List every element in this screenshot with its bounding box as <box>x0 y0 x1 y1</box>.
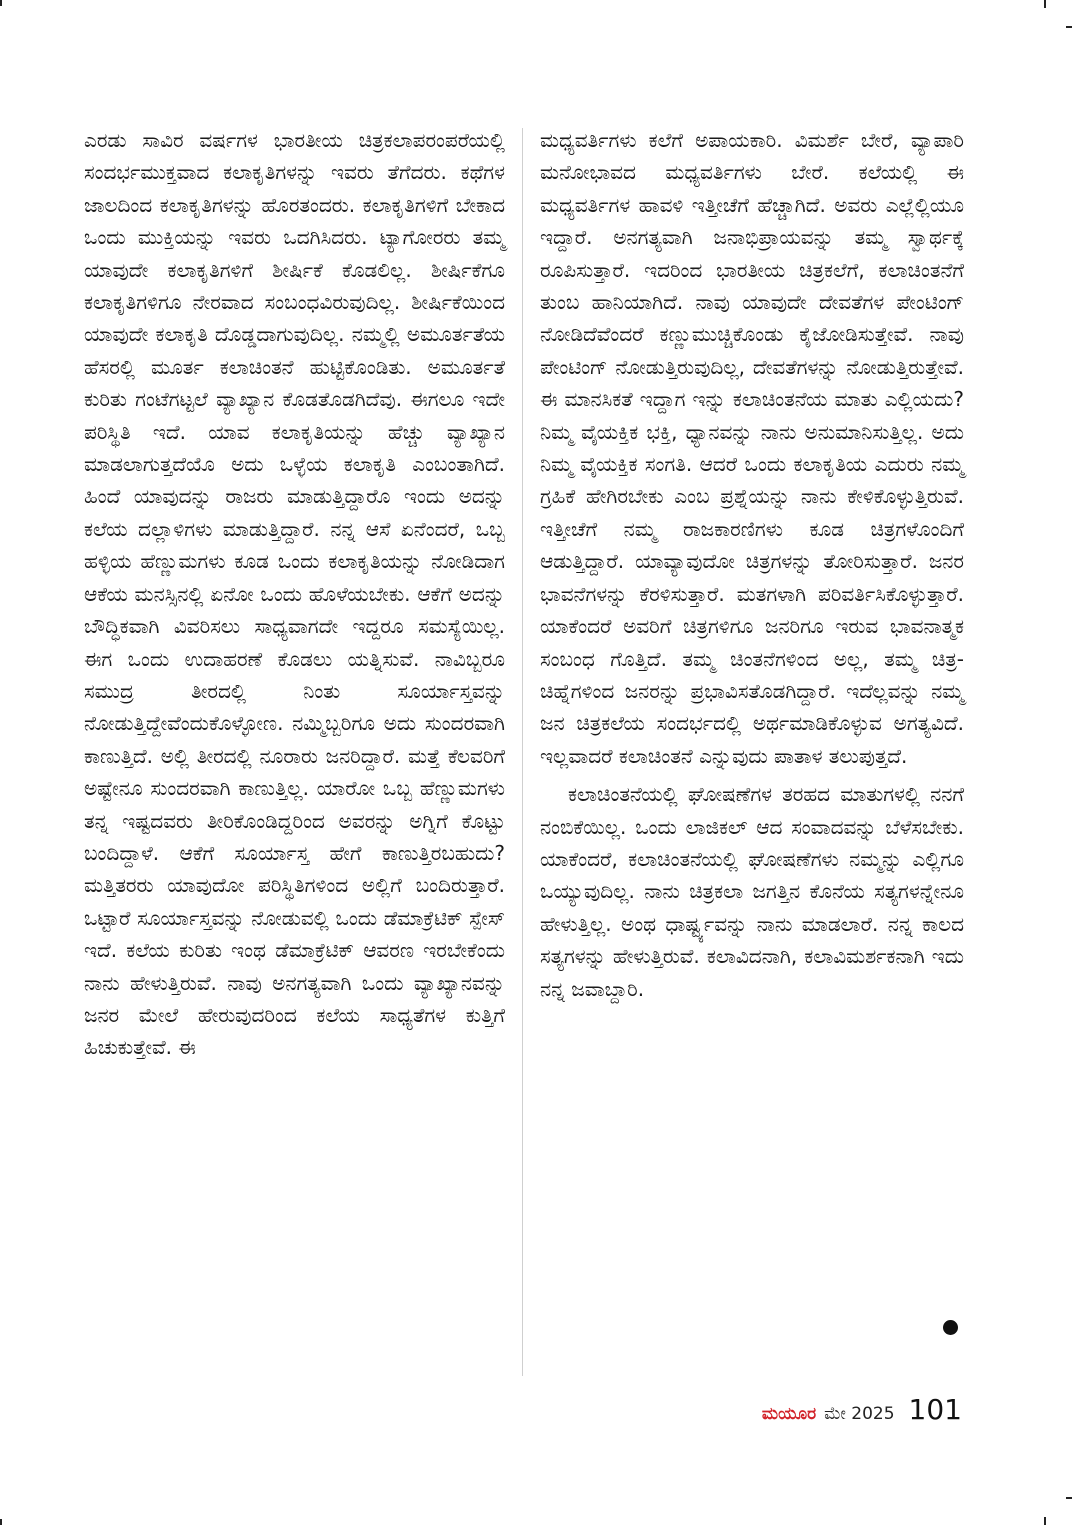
article-column-right <box>540 124 964 1005</box>
magazine-logo: ಮಯೂರ <box>761 1404 817 1424</box>
article-column-left <box>84 124 505 1064</box>
crop-mark-bottom-right <box>1044 1517 1046 1525</box>
body-paragraph: ಎರಡು ಸಾವಿರ ವರ್ಷಗಳ ಭಾರತೀಯ ಚಿತ್ರಕಲಾಪರಂಪರೆಯಲ್ಲಿ ಸಂದರ್ಭಮುಕ್ತವಾದ ಕಲಾಕೃತಿಗಳನ್ನು ಇವರು ತೆಗೆದರು. ಕಥೆಗಳ ಜಾಲದಿಂದ ಕಲಾಕೃತಿಗಳನ್ನು ಹೊರತಂದರು. ಕಲಾಕೃತಿಗಳಿಗೆ ಬೇಕಾದ ಒಂದು ಮುಕ್ತಿಯನ್ನು ಇವರು ಒದಗಿಸಿದರು. ಟ್ಯಾಗೋರರು ತಮ್ಮ ಯಾವುದೇ ಕಲಾಕೃತಿಗಳಿಗೆ ಶೀರ್ಷಿಕೆ ಕೊಡಲಿಲ್ಲ. ಶೀರ್ಷಿಕೆಗೂ ಕಲಾಕೃತಿಗಳಿಗೂ ನೇರವಾದ ಸಂಬಂಧವಿರುವುದಿಲ್ಲ. ಶೀರ್ಷಿಕೆಯಿಂದ ಯಾವುದೇ ಕಲಾಕೃತಿ ದೊಡ್ಡದಾಗುವುದಿಲ್ಲ. ನಮ್ಮಲ್ಲಿ ಅಮೂರ್ತತೆಯ ಹೆಸರಲ್ಲಿ ಮೂರ್ತ ಕಲಾಚಿಂತನೆ ಹುಟ್ಟಿಕೊಂಡಿತು. ಅಮೂರ್ತತೆ ಕುರಿತು ಗಂಟೆಗಟ್ಟಲೆ ವ್ಯಾಖ್ಯಾನ ಕೊಡತೊಡಗಿದೆವು. ಈಗಲೂ ಇದೇ ಪರಿಸ್ಥಿತಿ ಇದೆ. ಯಾವ ಕಲಾಕೃತಿಯನ್ನು ಹೆಚ್ಚು ವ್ಯಾಖ್ಯಾನ ಮಾಡಲಾಗುತ್ತದೆಯೊ ಅದು ಒಳ್ಳೆಯ ಕಲಾಕೃತಿ ಎಂಬಂತಾಗಿದೆ. ಹಿಂದೆ ಯಾವುದನ್ನು ರಾಜರು ಮಾಡುತ್ತಿದ್ದಾರೊ ಇಂದು ಅದನ್ನು ಕಲೆಯ ದಲ್ಲಾಳಿಗಳು ಮಾಡುತ್ತಿದ್ದಾರೆ. ನನ್ನ ಆಸೆ ಏನೆಂದರೆ, ಒಬ್ಬ ಹಳ್ಳಿಯ ಹೆಣ್ಣುಮಗಳು ಕೂಡ ಒಂದು ಕಲಾಕೃತಿಯನ್ನು ನೋಡಿದಾಗ ಆಕೆಯ ಮನಸ್ಸಿನಲ್ಲಿ ಏನೋ ಒಂದು ಹೊಳೆಯಬೇಕು. ಆಕೆಗೆ ಅದನ್ನು ಬೌದ್ಧಿಕವಾಗಿ ವಿವರಿಸಲು ಸಾಧ್ಯವಾಗದೇ ಇದ್ದರೂ ಸಮಸ್ಯೆಯಿಲ್ಲ. ಈಗ ಒಂದು ಉದಾಹರಣೆ ಕೊಡಲು ಯತ್ನಿಸುವೆ. ನಾವಿಬ್ಬರೂ ಸಮುದ್ರ ತೀರದಲ್ಲಿ ನಿಂತು ಸೂರ್ಯಾಸ್ತವನ್ನು ನೋಡುತ್ತಿದ್ದೇವೆಂದುಕೊಳ್ಳೋಣ. ನಮ್ಮಿಬ್ಬರಿಗೂ ಅದು ಸುಂದರವಾಗಿ ಕಾಣುತ್ತಿದೆ. ಅಲ್ಲಿ ತೀರದಲ್ಲಿ ನೂರಾರು ಜನರಿದ್ದಾರೆ. ಮತ್ತೆ ಕೆಲವರಿಗೆ ಅಷ್ಟೇನೂ ಸುಂದರವಾಗಿ ಕಾಣುತ್ತಿಲ್ಲ. ಯಾರೋ ಒಬ್ಬ ಹೆಣ್ಣುಮಗಳು ತನ್ನ ಇಷ್ಟದವರು ತೀರಿಕೊಂಡಿದ್ದರಿಂದ ಅವರನ್ನು ಅಗ್ನಿಗೆ ಕೊಟ್ಟು ಬಂದಿದ್ದಾಳೆ. ಆಕೆಗೆ ಸೂರ್ಯಾಸ್ತ ಹೇಗೆ ಕಾಣುತ್ತಿರಬಹುದು? ಮತ್ತಿತರರು ಯಾವುದೋ ಪರಿಸ್ಥಿತಿಗಳಿಂದ ಅಲ್ಲಿಗೆ ಬಂದಿರುತ್ತಾರೆ. ಒಟ್ಟಾರೆ ಸೂರ್ಯಾಸ್ತವನ್ನು ನೋಡುವಲ್ಲಿ ಒಂದು ಡೆಮಾಕ್ರೆಟಿಕ್ ಸ್ಪೇಸ್ ಇದೆ. ಕಲೆಯ ಕುರಿತು ಇಂಥ ಡೆಮಾಕ್ರೆಟಿಕ್ ಆವರಣ ಇರಬೇಕೆಂದು ನಾನು ಹೇಳುತ್ತಿರುವೆ. ನಾವು ಅನಗತ್ಯವಾಗಿ ಒಂದು ವ್ಯಾಖ್ಯಾನವನ್ನು ಜನರ ಮೇಲೆ ಹೇರುವುದರಿಂದ ಕಲೆಯ ಸಾಧ್ಯತೆಗಳ ಕುತ್ತಿಗೆ ಹಿಚುಕುತ್ತೇವೆ. ಈ <box>84 128 505 1060</box>
page-footer <box>762 1393 962 1426</box>
body-paragraph: ಕಲಾಚಿಂತನೆಯಲ್ಲಿ ಘೋಷಣೆಗಳ ತರಹದ ಮಾತುಗಳಲ್ಲಿ ನನಗೆ ನಂಬಿಕೆಯಿಲ್ಲ. ಒಂದು ಲಾಜಿಕಲ್ ಆದ ಸಂವಾದವನ್ನು ಬೆಳೆಸಬೇಕು. ಯಾಕೆಂದರೆ, ಕಲಾಚಿಂತನೆಯಲ್ಲಿ ಘೋಷಣೆಗಳು ನಮ್ಮನ್ನು ಎಲ್ಲಿಗೂ ಒಯ್ಯುವುದಿಲ್ಲ. ನಾನು ಚಿತ್ರಕಲಾ ಜಗತ್ತಿನ ಕೊನೆಯ ಸತ್ಯಗಳನ್ನೇನೂ ಹೇಳುತ್ತಿಲ್ಲ. ಅಂಥ ಧಾರ್ಷ್ಟ್ಯವನ್ನು ನಾನು ಮಾಡಲಾರೆ. ನನ್ನ ಕಾಲದ ಸತ್ಯಗಳನ್ನು ಹೇಳುತ್ತಿರುವೆ. ಕಲಾವಿದನಾಗಿ, ಕಲಾವಿಮರ್ಶಕನಾಗಿ ಇದು ನನ್ನ ಜವಾಬ್ದಾರಿ. <box>540 782 964 1001</box>
crop-mark-top-right <box>1044 0 1046 8</box>
crop-mark-right-lower <box>1066 1497 1072 1499</box>
body-paragraph: ಮಧ್ಯವರ್ತಿಗಳು ಕಲೆಗೆ ಅಪಾಯಕಾರಿ. ವಿಮರ್ಶೆ ಬೇರೆ, ವ್ಯಾಪಾರಿ ಮನೋಭಾವದ ಮಧ್ಯವರ್ತಿಗಳು ಬೇರೆ. ಕಲೆಯಲ್ಲಿ ಈ ಮಧ್ಯವರ್ತಿಗಳ ಹಾವಳಿ ಇತ್ತೀಚೆಗೆ ಹೆಚ್ಚಾಗಿದೆ. ಅವರು ಎಲ್ಲೆಲ್ಲಿಯೂ ಇದ್ದಾರೆ. ಅನಗತ್ಯವಾಗಿ ಜನಾಭಿಪ್ರಾಯವನ್ನು ತಮ್ಮ ಸ್ವಾರ್ಥಕ್ಕೆ ರೂಪಿಸುತ್ತಾರೆ. ಇದರಿಂದ ಭಾರತೀಯ ಚಿತ್ರಕಲೆಗೆ, ಕಲಾಚಿಂತನೆಗೆ ತುಂಬ ಹಾನಿಯಾಗಿದೆ. ನಾವು ಯಾವುದೇ ದೇವತೆಗಳ ಪೇಂಟಿಂಗ್ ನೋಡಿದೆವೆಂದರೆ ಕಣ್ಣುಮುಚ್ಚಿಕೊಂಡು ಕೈಜೋಡಿಸುತ್ತೇವೆ. ನಾವು ಪೇಂಟಿಂಗ್ ನೋಡುತ್ತಿರುವುದಿಲ್ಲ, ದೇವತೆಗಳನ್ನು ನೋಡುತ್ತಿರುತ್ತೇವೆ. ಈ ಮಾನಸಿಕತೆ ಇದ್ದಾಗ ಇನ್ನು ಕಲಾಚಿಂತನೆಯ ಮಾತು ಎಲ್ಲಿಯದು? ನಿಮ್ಮ ವೈಯಕ್ತಿಕ ಭಕ್ತಿ, ಧ್ಯಾನವನ್ನು ನಾನು ಅನುಮಾನಿಸುತ್ತಿಲ್ಲ. ಅದು ನಿಮ್ಮ ವೈಯಕ್ತಿಕ ಸಂಗತಿ. ಆದರೆ ಒಂದು ಕಲಾಕೃತಿಯ ಎದುರು ನಮ್ಮ ಗ್ರಹಿಕೆ ಹೇಗಿರಬೇಕು ಎಂಬ ಪ್ರಶ್ನೆಯನ್ನು ನಾನು ಕೇಳಿಕೊಳ್ಳುತ್ತಿರುವೆ. ಇತ್ತೀಚೆಗೆ ನಮ್ಮ ರಾಜಕಾರಣಿಗಳು ಕೂಡ ಚಿತ್ರಗಳೊಂದಿಗೆ ಆಡುತ್ತಿದ್ದಾರೆ. ಯಾವ್ಯಾವುದೋ ಚಿತ್ರಗಳನ್ನು ತೋರಿಸುತ್ತಾರೆ. ಜನರ ಭಾವನೆಗಳನ್ನು ಕೆರಳಿಸುತ್ತಾರೆ. ಮತಗಳಾಗಿ ಪರಿವರ್ತಿಸಿಕೊಳ್ಳುತ್ತಾರೆ. ಯಾಕೆಂದರೆ ಅವರಿಗೆ ಚಿತ್ರಗಳಿಗೂ ಜನರಿಗೂ ಇರುವ ಭಾವನಾತ್ಮಕ ಸಂಬಂಧ ಗೊತ್ತಿದೆ. ತಮ್ಮ ಚಿಂತನೆಗಳಿಂದ ಅಲ್ಲ, ತಮ್ಮ ಚಿತ್ರ-ಚಿಹ್ನೆಗಳಿಂದ ಜನರನ್ನು ಪ್ರಭಾವಿಸತೊಡಗಿದ್ದಾರೆ. ಇದೆಲ್ಲವನ್ನು ನಮ್ಮ ಜನ ಚಿತ್ರಕಲೆಯ ಸಂದರ್ಭದಲ್ಲಿ ಅರ್ಥಮಾಡಿಕೊಳ್ಳುವ ಅಗತ್ಯವಿದೆ. ಇಲ್ಲವಾದರೆ ಕಲಾಚಿಂತನೆ ಎನ್ನುವುದು ಪಾತಾಳ ತಲುಪುತ್ತದೆ. <box>540 128 964 768</box>
issue-date: ಮೇ 2025 <box>824 1404 895 1424</box>
page-number: 101 <box>908 1393 962 1426</box>
crop-mark-bottom-left <box>0 1519 2 1525</box>
column-divider <box>522 128 523 1376</box>
article-end-bullet-icon <box>943 1320 958 1335</box>
crop-mark-right-upper <box>1066 26 1072 28</box>
crop-mark-top-left <box>0 0 2 6</box>
